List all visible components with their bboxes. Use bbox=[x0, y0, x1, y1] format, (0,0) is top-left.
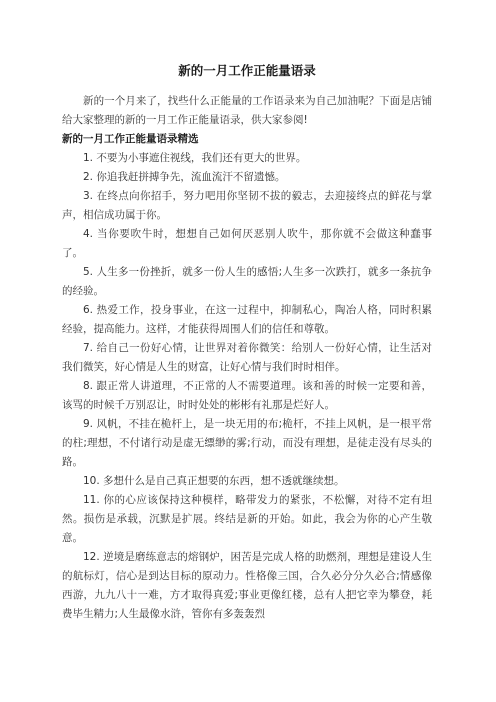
quote-item: 12. 逆境是磨练意志的熔钢炉，困苦是完成人格的助燃剂，理想是建设人生的航标灯，信心是到达目标的原动力。性格像三国，合久必分分久必合;情感像西游，九九八十一难，方才取得真爱;事业更像红楼，总有人把它幸为攀登，耗费毕生精力;人生最像水浒，管你有多轰轰烈 bbox=[62, 551, 432, 620]
quote-item: 9. 风帆，不挂在桅杆上，是一块无用的布;桅杆，不挂上风帆，是一根平常的柱;理想，不付诸行动是虚无缥缈的雾;行动，而没有理想，是徒走没有尽头的路。 bbox=[62, 418, 432, 468]
document-title: 新的一月工作正能量语录 bbox=[178, 63, 316, 78]
quote-item: 4. 当你要吹牛时，想想自己如何厌恶别人吹牛，那你就不会做这种蠢事了。 bbox=[62, 228, 432, 259]
quote-item: 3. 在终点向你招手，努力吧用你坚韧不拔的毅志，去迎接终点的鲜花与掌声，相信成功属于你。 bbox=[62, 190, 432, 221]
intro-paragraph: 新的一个月来了，找些什么正能量的工作语录来为自己加油呢？下面是店铺给大家整理的新的一月工作正能量语录，供大家参阅! bbox=[62, 95, 432, 126]
quote-item: 2. 你追我赶拼搏争先，流血流汗不留遗憾。 bbox=[83, 171, 286, 183]
quote-item: 1. 不要为小事遮住视线，我们还有更大的世界。 bbox=[83, 152, 307, 164]
quote-item: 11. 你的心应该保持这种模样，略带发力的紧张，不松懈，对待不定有坦然。损伤是承载，沉默是扩展。终结是新的开始。如此，我会为你的心产生敬意。 bbox=[62, 494, 432, 544]
quote-list bbox=[62, 149, 432, 624]
quote-item: 8. 跟正常人讲道理，不正常的人不需要道理。该和善的时候一定要和善，该骂的时候千万别忍让，时时处处的彬彬有礼那是烂好人。 bbox=[62, 380, 432, 411]
quote-item: 5. 人生多一份挫折，就多一份人生的感悟;人生多一次跌打，就多一条抗争的经验。 bbox=[62, 266, 432, 297]
section-heading: 新的一月工作正能量语录精选 bbox=[62, 133, 199, 145]
quote-item: 7. 给自己一份好心情，让世界对着你微笑：给别人一份好心情，让生活对我们微笑，好心情是人生的财富，让好心情与我们时时相伴。 bbox=[62, 342, 432, 373]
quote-item: 10. 多想什么是自己真正想要的东西，想不透就继续想。 bbox=[83, 475, 345, 487]
quote-item: 6. 热爱工作，投身事业，在这一过程中，抑制私心，陶冶人格，同时积累经验，提高能力。这样，才能获得周围人们的信任和尊敬。 bbox=[62, 304, 432, 335]
